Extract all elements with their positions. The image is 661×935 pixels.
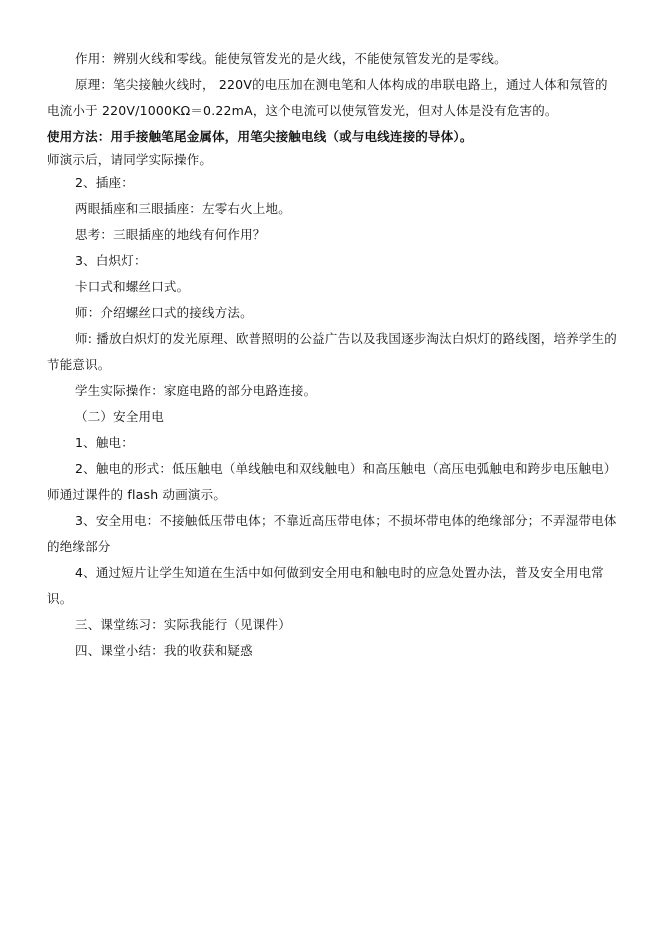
paragraph-safe-use: 3、安全用电：不接触低压带电体；不靠近高压带电体；不损坏带电体的绝缘部分；不弄湿带电体的绝缘部分 (47, 513, 617, 554)
heading-electrical-safety: （二）安全用电 (75, 409, 164, 424)
paragraph-socket-wiring: 两眼插座和三眼插座：左零右火上地。 (75, 201, 291, 216)
paragraph-function: 作用：辨别火线和零线。能使氖管发光的是火线，不能使氖管发光的是零线。 (75, 51, 507, 66)
paragraph-principle: 原理：笔尖接触火线时， 220V的电压加在测电笔和人体构成的串联电路上，通过人体和氖管的电流小于 220V/1000KΩ＝0.22mA，这个电流可以使氖管发光，但对人体是没有危害的。 (47, 77, 608, 118)
document-body (47, 46, 617, 664)
paragraph-usage-method: 使用方法：用手接触笔尾金属体，用笔尖接触电线（或与电线连接的导体）。 (47, 129, 473, 144)
paragraph-lamp-video: 师: 播放白炽灯的发光原理、欧普照明的公益广告以及我国逐步淘汰白炽灯的路线图，培养学生的节能意识。 (47, 331, 617, 372)
paragraph-student-practice: 学生实际操作：家庭电路的部分电路连接。 (75, 383, 317, 398)
heading-electric-shock: 1、触电： (75, 435, 134, 450)
heading-class-summary: 四、课堂小结：我的收获和疑惑 (75, 643, 253, 658)
paragraph-lamp-wiring: 师：介绍螺丝口式的接线方法。 (75, 305, 253, 320)
heading-class-exercise: 三、课堂练习：实际我能行（见课件） (75, 617, 291, 632)
paragraph-shock-forms: 2、触电的形式：低压触电（单线触电和双线触电）和高压触电（高压电弧触电和跨步电压触电）师通过课件的 flash 动画演示。 (47, 461, 617, 502)
heading-incandescent-lamp: 3、白炽灯： (75, 253, 147, 268)
paragraph-lamp-types: 卡口式和螺丝口式。 (75, 279, 190, 294)
paragraph-short-film: 4、通过短片让学生知道在生活中如何做到安全用电和触电时的应急处置办法，普及安全用电常识。 (47, 565, 604, 606)
paragraph-ground-question: 思考：三眼插座的地线有何作用？ (75, 227, 266, 242)
paragraph-teacher-demo: 师演示后，请同学实际操作。 (47, 152, 213, 167)
heading-socket: 2、插座： (75, 175, 134, 190)
